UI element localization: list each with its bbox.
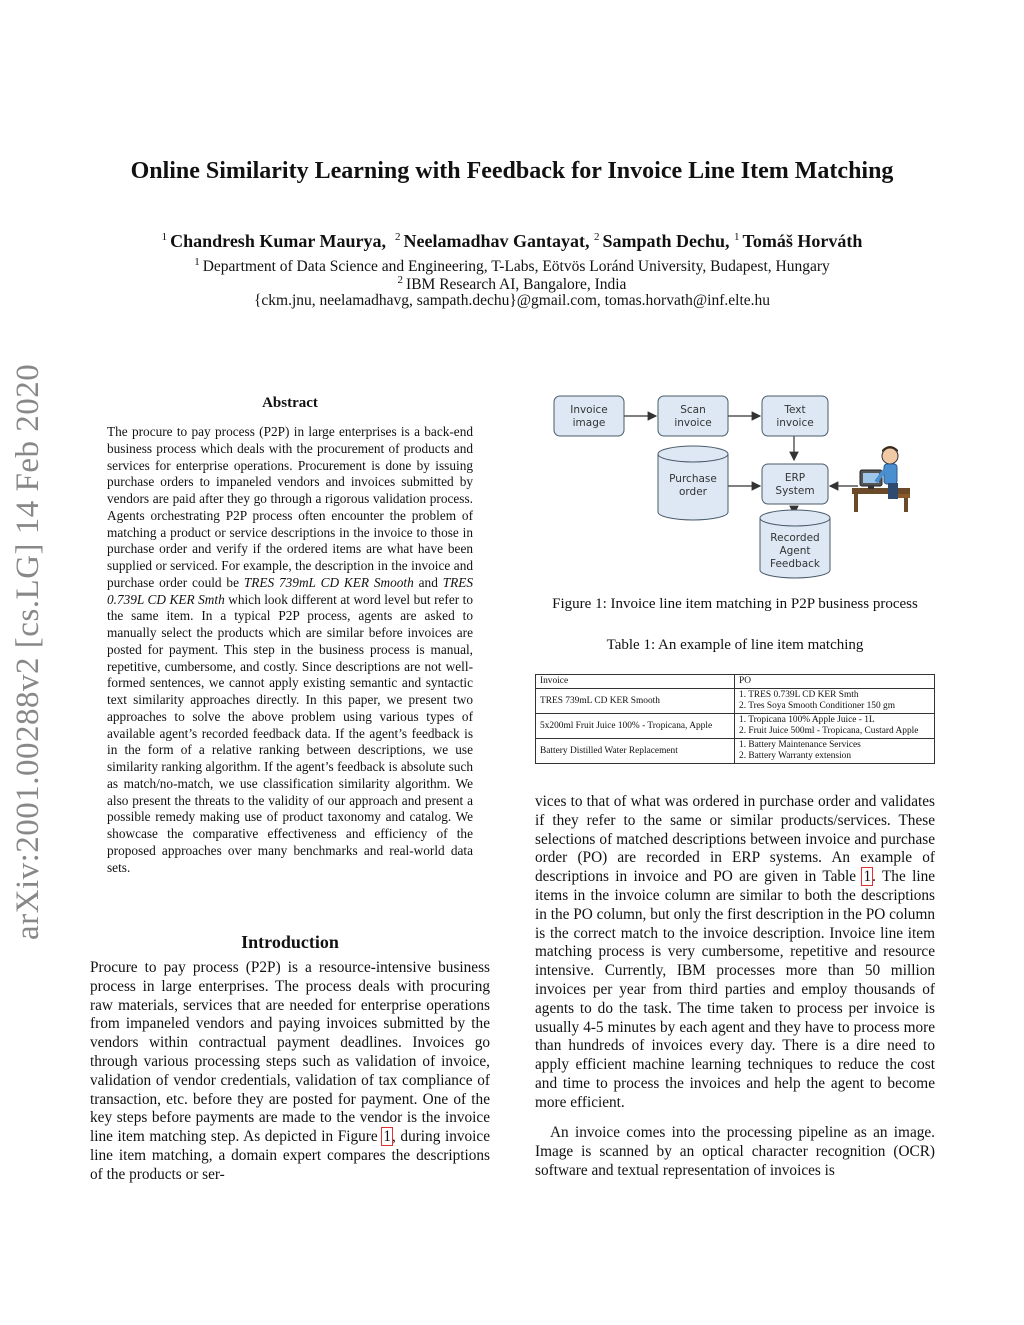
- svg-text:Feedback: Feedback: [769, 558, 821, 570]
- table-row: [536, 714, 935, 739]
- table-header-invoice: Invoice: [536, 675, 735, 689]
- svg-text:Scan: Scan: [680, 404, 706, 416]
- author-list: [0, 231, 1024, 252]
- table-header-po: PO: [735, 675, 935, 689]
- svg-text:Recorded: Recorded: [770, 532, 820, 544]
- table-cell-po: 1. TRES 0.739L CD KER Smth 2. Tres Soya Smooth Conditioner 150 gm: [735, 689, 935, 714]
- author-3-sup: 2: [593, 231, 600, 243]
- author-2: Neelamadhav Gantayat,: [403, 231, 590, 251]
- svg-text:Agent: Agent: [779, 545, 811, 557]
- introduction-heading: Introduction: [241, 932, 339, 952]
- svg-text:image: image: [572, 417, 606, 429]
- table-cell-invoice: Battery Distilled Water Replacement: [536, 739, 735, 764]
- author-3: Sampath Dechu,: [602, 231, 730, 251]
- arxiv-stamp: arXiv:2001.00288v2 [cs.LG] 14 Feb 2020: [10, 363, 46, 940]
- svg-text:Invoice: Invoice: [570, 404, 608, 416]
- table-1-caption: Table 1: An example of line item matching: [606, 637, 864, 653]
- table-cell-po: 1. Tropicana 100% Apple Juice - 1L 2. Fruit Juice 500ml - Tropicana, Custard Apple: [735, 714, 935, 739]
- author-1: Chandresh Kumar Maurya,: [170, 231, 386, 251]
- p2p-diagram: [548, 390, 918, 580]
- table-ref-link[interactable]: 1: [863, 868, 872, 886]
- table-cell-po: 1. Battery Maintenance Services 2. Battery Warranty extension: [735, 739, 935, 764]
- author-emails: {ckm.jnu, neelamadhavg, sampath.dechu}@gmail.com, tomas.horvath@inf.elte.hu: [253, 292, 771, 309]
- affiliation-1-text: Department of Data Science and Engineering, T-Labs, Eötvös Loránd University, Budapest, Hungary: [202, 258, 830, 276]
- agent-at-computer-icon: [852, 446, 910, 512]
- abstract-text: The procure to pay process (P2P) in large enterprises is a back-end business process which deals with the procurement of products and services for enterprise operations. Procurement is done by issuing purchase orders to impaneled vendors and invoices submitted by vendors are paid after they go through a rigorous validation process. Agents orchestrating P2P process often encounter the problem of matching a product or service descriptions in the invoice to those in purchase order and verify if the ordered items are what have been supplied or serviced. For example, the description in the invoice and purchase order could be TRES 739mL CD KER Smooth and TRES 0.739L CD KER Smth which look different at word level but refer to the same item. In a typical P2P process, agents are asked to manually select the products which are similar before invoices are posted for payment. This step in the business process is manual, repetitive, cumbersome, and costly. Since descriptions are not well-formed sentences, we cannot apply existing semantic and syntactic text similarity approaches directly. In this paper, we present two approaches to solve the above problem using various types of available agent’s recorded feedback data. If the agent’s feedback is in the form of a relative ranking between descriptions, we use similarity ranking algorithm. If the agent’s feedback is absolute such as match/no-match, we use classification similarity algorithm. We also present the threats to the validity of our approach and present a possible remedy making use of product taxonomy and catalog. We showcase the comparative effectiveness and efficiency of the proposed approaches over many benchmarks and real-world data sets.: [107, 424, 474, 875]
- affiliation-2-sup: 2: [397, 274, 404, 286]
- svg-text:invoice: invoice: [674, 417, 712, 429]
- figure-1-caption: Figure 1: Invoice line item matching in P2P business process: [552, 596, 918, 612]
- node-text-invoice: [762, 396, 828, 436]
- node-invoice-image: [554, 396, 624, 436]
- table-row: [536, 689, 935, 714]
- svg-text:order: order: [679, 486, 707, 498]
- node-purchase-order: [658, 446, 728, 520]
- author-4-sup: 1: [734, 231, 740, 243]
- abstract-example-2: TRES 0.739L CD KER Smth: [107, 574, 474, 607]
- node-erp-system: [762, 464, 828, 504]
- paper-title: Online Similarity Learning with Feedback for Invoice Line Item Matching: [130, 158, 894, 184]
- svg-text:ERP: ERP: [784, 472, 806, 484]
- line-item-table: [535, 674, 935, 764]
- affiliation-2-text: IBM Research AI, Bangalore, India: [406, 276, 627, 294]
- table-row: [536, 739, 935, 764]
- node-scan-invoice: [658, 396, 728, 436]
- svg-text:invoice: invoice: [776, 417, 814, 429]
- table-header-row: [536, 675, 935, 689]
- figure-1: [548, 390, 918, 580]
- right-column-paragraph-1: vices to that of what was ordered in purchase order and validates if they refer to the same or similar products/services. These selections of matched descriptions between invoice and purchase order (PO) are recorded in ERP systems. An example of descriptions in invoice and PO are given in Table 1. The line items in the invoice column are similar to both the descriptions in the PO column, but only the first description in the PO column is the correct match to the invoice description. Invoice line item matching process is very cumbersome, repetitive and resource intensive. Currently, IBM processes more than 50 million invoices per year from third parties and employ thousands of agents to do the task. The time taken to process per invoice is usually 4-5 minutes by each agent and they have to process more than hundreds of invoices every day. There is a dire need to apply efficient machine learning techniques to reduce the cost and time to process the invoices and help the agent to become more efficient.: [535, 793, 936, 1111]
- node-recorded-feedback: [760, 510, 830, 578]
- abstract-heading: Abstract: [262, 395, 318, 411]
- svg-text:Purchase: Purchase: [669, 473, 717, 485]
- author-4: Tomáš Horváth: [742, 231, 863, 251]
- introduction-paragraph: Procure to pay process (P2P) is a resource-intensive business process in large enterprises. The process deals with procuring raw materials, services that are needed for enterprise operations from impaneled vendors and paying invoices submitted by the vendors within contractual payment deadlines. Invoices go through various processing steps such as validation of invoice, validation of vendor credentials, validation of tax compliance of transaction, etc. before they are posted for payment. One of the key steps before payments are made to the vendor is the invoice line item matching step. As depicted in Figure 1, during invoice line item matching, a domain expert compares the descriptions of the products or ser-: [90, 959, 491, 1183]
- abstract-example-1: TRES 739mL CD KER Smooth: [243, 574, 414, 590]
- right-column-paragraph-2: An invoice comes into the processing pipeline as an image. Image is scanned by an optical character recognition (OCR) software and textual representation of invoices is: [535, 1124, 935, 1179]
- svg-text:System: System: [775, 485, 815, 497]
- affiliation-1-sup: 1: [194, 256, 200, 268]
- figure-ref-link[interactable]: 1: [383, 1128, 391, 1146]
- table-cell-invoice: 5x200ml Fruit Juice 100% - Tropicana, Apple: [536, 714, 735, 739]
- svg-text:Text: Text: [784, 404, 806, 416]
- table-cell-invoice: TRES 739mL CD KER Smooth: [536, 689, 735, 714]
- author-2-sup: 2: [394, 231, 401, 243]
- author-1-sup: 1: [161, 231, 168, 243]
